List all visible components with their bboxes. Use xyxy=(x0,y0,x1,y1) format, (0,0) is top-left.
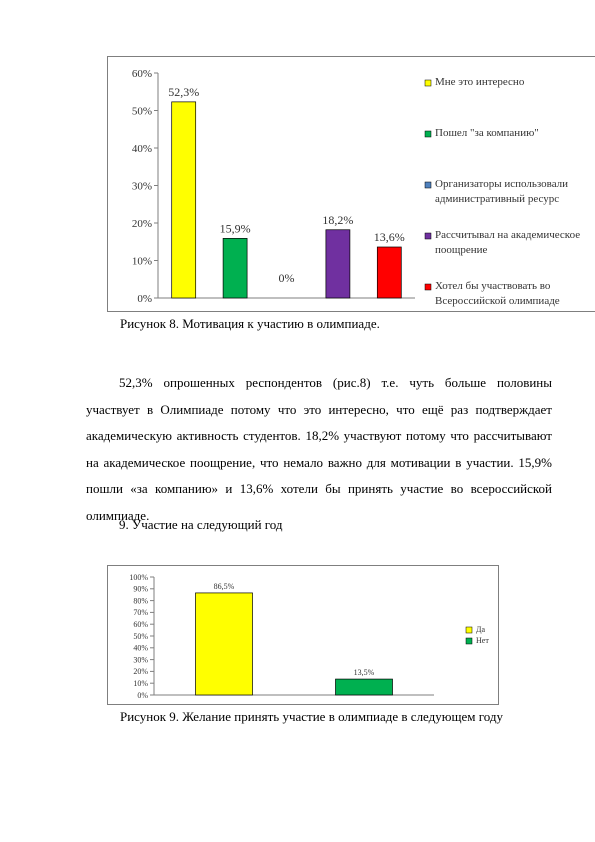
motivation-chart-svg xyxy=(108,57,595,311)
motivation-legend-label: Хотел бы участвовать во xyxy=(435,280,551,292)
motivation-bar xyxy=(223,238,247,298)
motivation-legend-swatch xyxy=(425,131,431,137)
next-year-bar xyxy=(196,593,253,695)
motivation-bar xyxy=(172,102,196,298)
next-year-chart-svg xyxy=(108,566,498,704)
motivation-bar xyxy=(326,230,350,298)
motivation-legend-label: Рассчитывал на академическое xyxy=(435,229,581,241)
motivation-legend-label: Организаторы использовали xyxy=(435,178,569,190)
motivation-data-label: 18,2% xyxy=(322,212,354,227)
motivation-y-tick-label: 50% xyxy=(131,105,152,118)
motivation-y-tick-label: 10% xyxy=(131,255,152,268)
next-year-data-label: 86,5% xyxy=(213,581,235,591)
motivation-y-tick-label: 60% xyxy=(131,67,152,80)
next-year-y-tick-label: 0% xyxy=(137,690,148,700)
motivation-data-label: 13,6% xyxy=(373,230,405,244)
figure-9-caption: Рисунок 9. Желание принять участие в олимпиаде в следующем году xyxy=(120,709,503,724)
motivation-data-label: 15,9% xyxy=(219,221,251,236)
motivation-y-tick-label: 0% xyxy=(137,292,152,305)
next-year-legend-swatch xyxy=(466,627,472,633)
next-year-legend-swatch xyxy=(466,638,472,644)
next-year-legend-label: Нет xyxy=(476,636,489,645)
motivation-legend-label: Мне это интересно xyxy=(435,76,525,88)
next-year-y-tick-label: 90% xyxy=(133,584,148,594)
next-year-y-tick-label: 40% xyxy=(133,643,148,653)
next-year-y-tick-label: 20% xyxy=(133,667,148,677)
motivation-data-label: 52,3% xyxy=(168,84,200,99)
motivation-y-tick-label: 40% xyxy=(131,142,152,155)
next-year-y-tick-label: 70% xyxy=(133,608,148,618)
next-year-chart xyxy=(107,565,499,705)
section-heading: 9. Участие на следующий год xyxy=(119,517,283,532)
motivation-bar xyxy=(377,247,401,298)
next-year-y-tick-label: 80% xyxy=(133,596,148,606)
next-year-y-tick-label: 10% xyxy=(133,679,148,688)
motivation-legend-swatch xyxy=(425,284,431,290)
motivation-legend-swatch xyxy=(425,80,431,86)
motivation-legend-label: Пошел "за компанию" xyxy=(435,127,539,139)
motivation-legend-swatch xyxy=(425,182,431,188)
next-year-y-tick-label: 100% xyxy=(129,572,148,582)
next-year-y-tick-label: 30% xyxy=(133,655,148,665)
motivation-chart xyxy=(107,56,595,312)
next-year-y-tick-label: 60% xyxy=(133,620,148,629)
motivation-legend-label: административный ресурс xyxy=(435,193,560,205)
figure-8-caption: Рисунок 8. Мотивация к участию в олимпиаде. xyxy=(120,316,380,331)
motivation-legend-label: поощрение xyxy=(435,244,488,256)
motivation-legend-swatch xyxy=(425,233,431,239)
next-year-legend-label: Да xyxy=(476,625,486,634)
next-year-bar xyxy=(336,679,393,695)
motivation-legend-label: Всероссийской олимпиаде xyxy=(435,295,560,307)
motivation-y-tick-label: 30% xyxy=(131,180,152,193)
next-year-y-tick-label: 50% xyxy=(133,631,148,641)
next-year-data-label: 13,5% xyxy=(353,668,375,678)
body-paragraph: 52,3% опрошенных респондентов (рис.8) т.е. чуть больше половины участвует в Олимпиаде потому что это интересно, что ещё раз подтверждает академическую активность студентов. 18,2% участвуют потому что рассчитывают на академическое поощрение, что немало важно для мотивации в участии. 15,9% пошли «за компанию» и 13,6% хотели бы принять участие во всероссийской олимпиаде. xyxy=(86,375,552,523)
motivation-data-label: 0% xyxy=(278,271,295,285)
motivation-y-tick-label: 20% xyxy=(131,217,152,230)
